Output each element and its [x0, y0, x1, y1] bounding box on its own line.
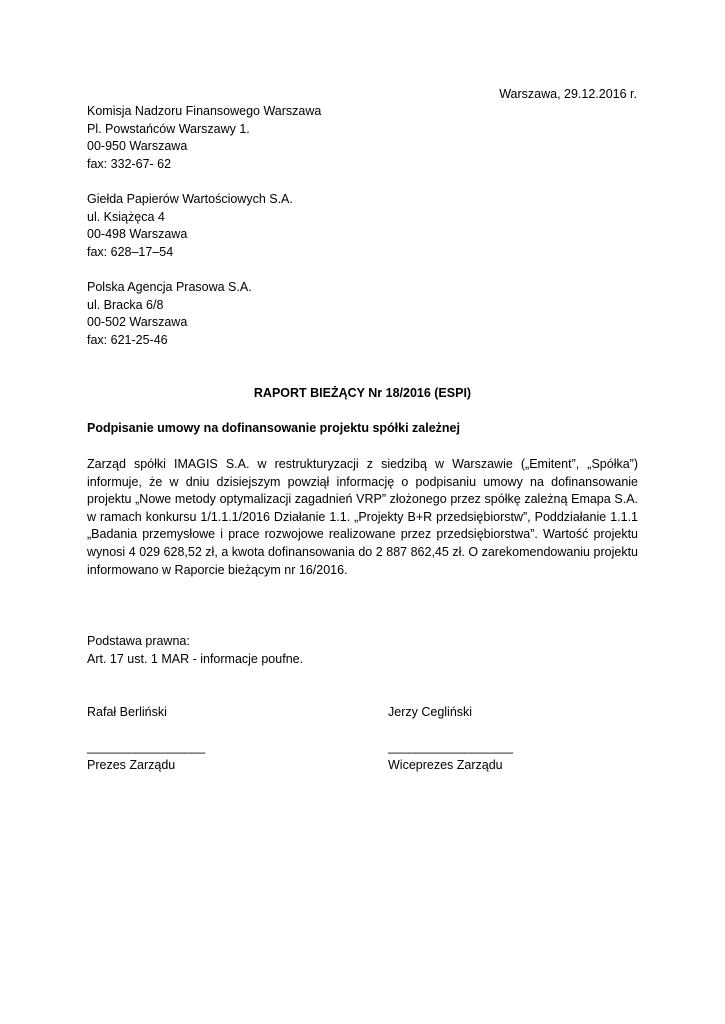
- recipient-city: 00-498 Warszawa: [87, 227, 188, 242]
- recipient-name: Polska Agencja Prasowa S.A.: [87, 280, 252, 294]
- recipient-street: Pl. Powstańców Warszawy 1.: [87, 121, 250, 136]
- recipient-fax: fax: 628–17–54: [87, 244, 174, 259]
- signature-line: _________________: [87, 740, 206, 755]
- signatory-name: Rafał Berliński: [87, 705, 167, 719]
- signatory-role: Wiceprezes Zarządu: [388, 757, 503, 772]
- recipient-fax: fax: 621-25-46: [87, 332, 168, 347]
- report-subject: Podpisanie umowy na dofinansowanie projektu spółki zależnej: [87, 421, 460, 435]
- signature-block-president: [87, 704, 205, 774]
- signature-block-vice-president: [388, 704, 513, 774]
- recipient-city: 00-950 Warszawa: [87, 139, 188, 154]
- recipient-name: Giełda Papierów Wartościowych S.A.: [87, 192, 293, 206]
- legal-basis: [87, 633, 303, 668]
- recipient-pap: [87, 279, 252, 349]
- recipient-city: 00-502 Warszawa: [87, 315, 188, 330]
- legal-basis-label: Podstawa prawna:: [87, 634, 190, 648]
- signatory-role: Prezes Zarządu: [87, 757, 176, 772]
- recipient-fax: fax: 332-67- 62: [87, 156, 172, 171]
- recipient-name: Komisja Nadzoru Finansowego Warszawa: [87, 104, 322, 118]
- recipient-street: ul. Książęca 4: [87, 209, 165, 224]
- report-body: Zarząd spółki IMAGIS S.A. w restrukturyzacji z siedzibą w Warszawie („Emitent”, „Spółka”) informuje, że w dniu dzisiejszym powziął informację o podpisaniu umowy na dofinansowanie projektu „Nowe metody optymalizacji zagadnień VRP” złożonego przez spółkę zależną Emapa S.A. w ramach konkursu 1/1.1.1/2016 Działanie 1.1. „Projekty B+R przedsiębiorstw”, Poddziałanie 1.1.1 „Badania przemysłowe i prace rozwojowe realizowane przez przedsiębiorstwa”. Wartość projektu wynosi 4 029 628,52 zł, a kwota dofinansowania do 2 887 862,45 zł. O zarekomendowaniu projektu informowano w Raporcie bieżącym nr 16/2016.: [87, 457, 638, 577]
- document-date: Warszawa, 29.12.2016 r.: [499, 87, 637, 101]
- signatory-name: Jerzy Cegliński: [388, 705, 473, 719]
- signature-line: __________________: [388, 740, 514, 755]
- recipient-street: ul. Bracka 6/8: [87, 297, 164, 312]
- recipient-gpw: [87, 191, 293, 261]
- legal-basis-text: Art. 17 ust. 1 MAR - informacje poufne.: [87, 651, 304, 666]
- report-title: RAPORT BIEŻĄCY Nr 18/2016 (ESPI): [253, 386, 472, 400]
- recipient-knf: [87, 103, 321, 173]
